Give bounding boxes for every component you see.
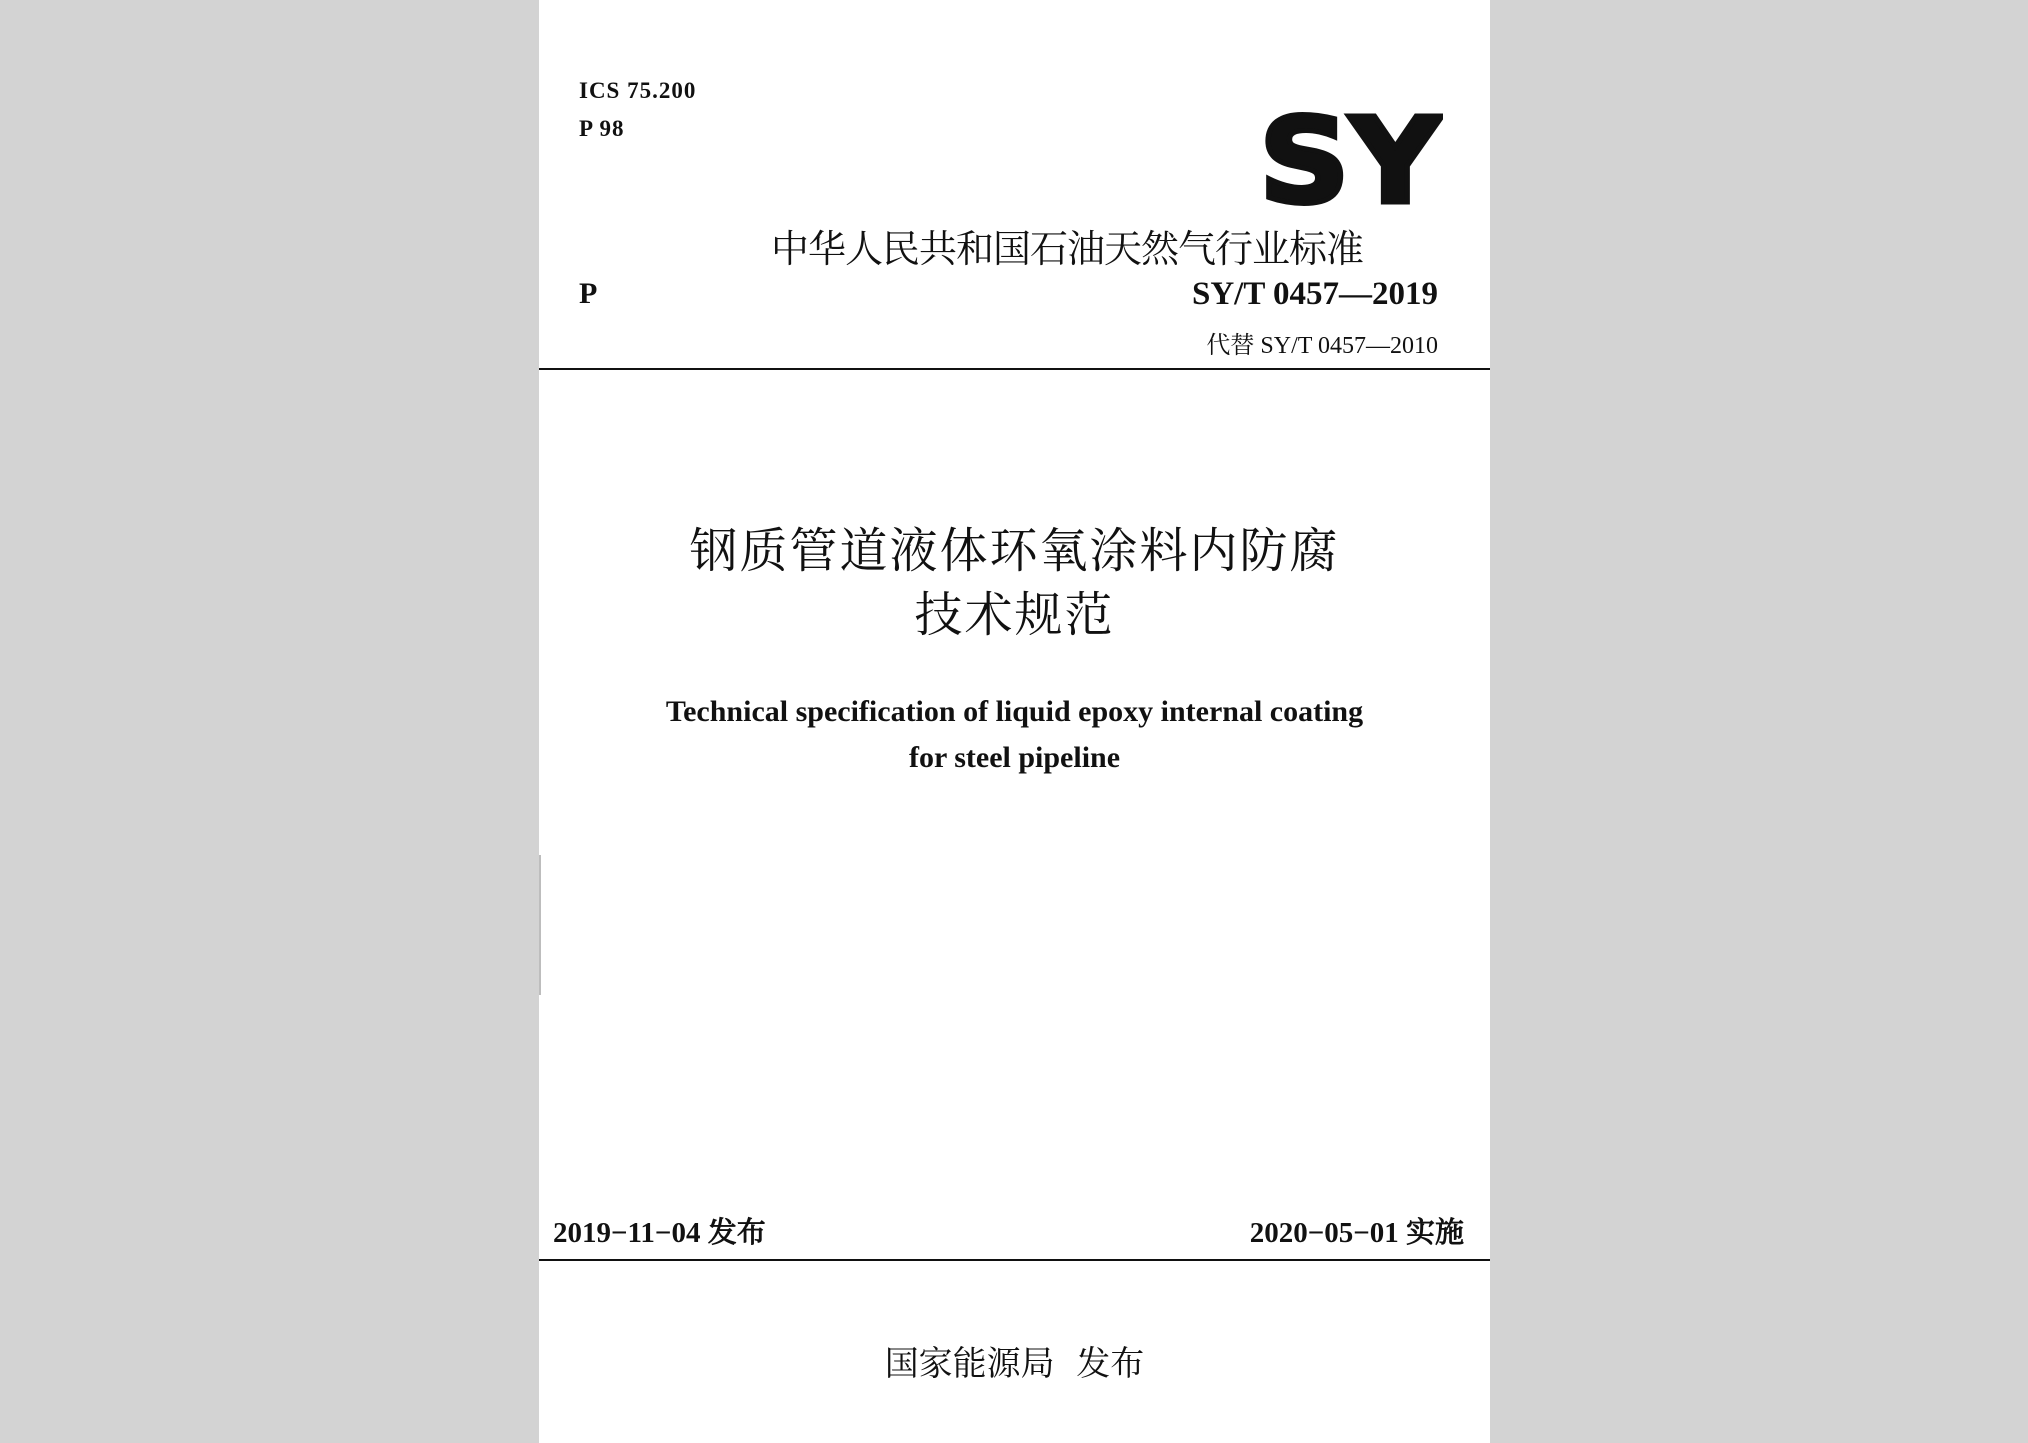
issue-date: 2019−11−04 发布 [553,1217,766,1249]
scan-edge-mark [539,855,541,995]
standard-cover-page [539,0,1490,1443]
issuing-authority: 国家能源局 发布 [884,1344,1145,1384]
ccs-code: P 98 [579,116,625,141]
title-chinese-line-1: 钢质管道液体环氧涂料内防腐 [689,523,1340,579]
title-english-line-2: for steel pipeline [908,741,1121,774]
effective-date: 2020−05−01 实施 [1249,1217,1464,1249]
title-chinese-line-2: 技术规范 [914,587,1115,643]
ics-code: ICS 75.200 [579,78,697,103]
standard-number: SY/T 0457—2019 [1191,276,1438,312]
sy-logo-text: SY [1259,108,1443,212]
header-divider [539,368,1490,370]
category-code: P [579,277,598,310]
sy-logo [1257,108,1443,212]
replaced-standard: 代替 SY/T 0457—2010 [1206,333,1438,359]
title-english-line-1: Technical specification of liquid epoxy internal coating [665,695,1364,728]
industry-standard-heading: 中华人民共和国石油天然气行业标准 [771,227,1364,271]
footer-divider [539,1259,1490,1261]
